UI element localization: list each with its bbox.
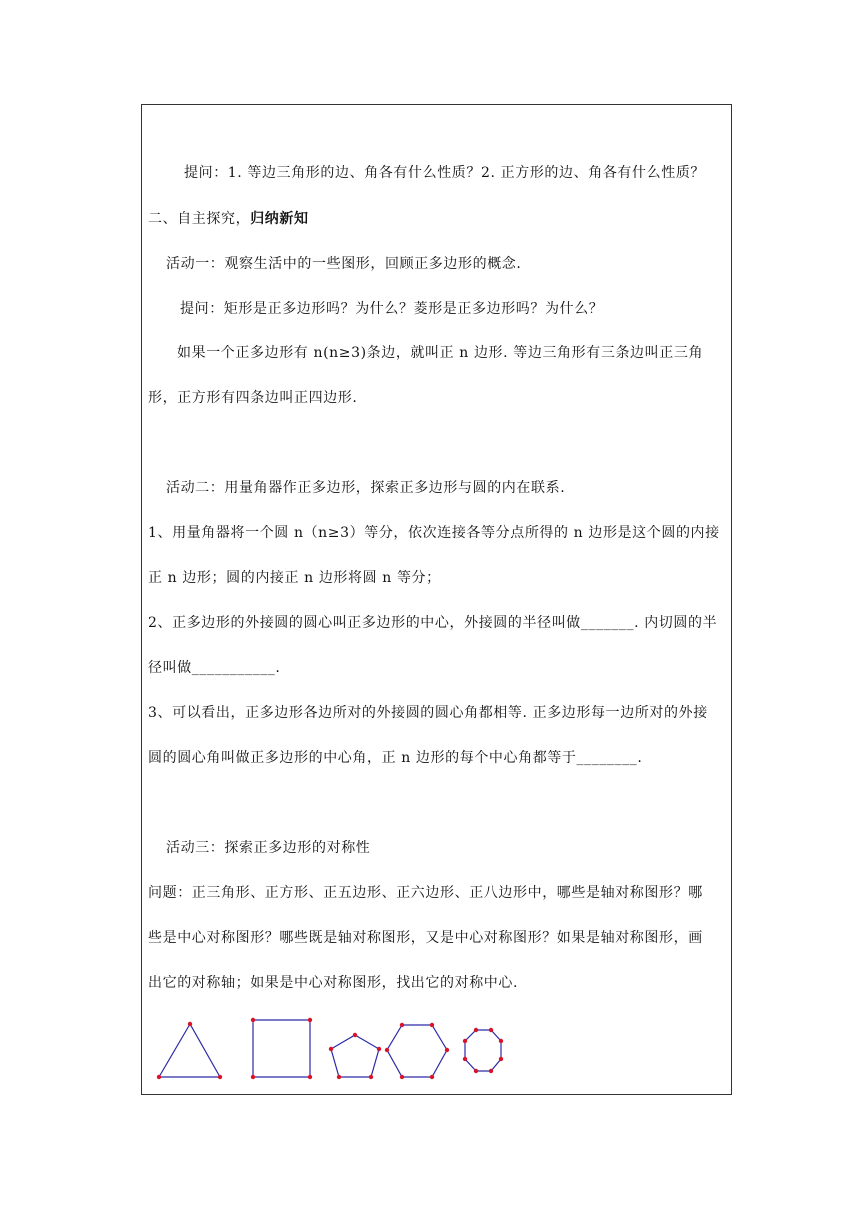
- pentagon-shape: [329, 1033, 381, 1079]
- question-1: 提问：1. 等边三角形的边、角各有什么性质？2. 正方形的边、角各有什么性质？: [184, 165, 706, 181]
- section-2-heading: [148, 209, 309, 229]
- activity-2: 活动二：用量角器作正多边形，探索正多边形与圆的内在联系.: [166, 480, 566, 496]
- problem-line-1: 问题：正三角形、正方形、正五边形、正六边形、正八边形中，哪些是轴对称图形？哪: [148, 885, 703, 901]
- octagon-shape: [463, 1028, 503, 1073]
- regular-polygons-figure: [150, 1015, 530, 1085]
- problem-line-2: 些是中心对称图形？哪些既是轴对称图形，又是中心对称图形？如果是轴对称图形，画: [148, 930, 703, 946]
- definition-line-1: 如果一个正多边形有 n(n≥3)条边，就叫正 n 边形. 等边三角形有三条边叫正三角: [177, 345, 704, 361]
- section-2-bold: 归纳新知: [250, 211, 309, 227]
- point-3-line-1: 3、可以看出，正多边形各边所对的外接圆的圆心角都相等. 正多边形每一边所对的外接: [148, 705, 708, 721]
- section-2-prefix: 二、自主探究，: [148, 211, 251, 227]
- activity-1: 活动一：观察生活中的一些图形，回顾正多边形的概念.: [166, 256, 522, 272]
- problem-line-3: 出它的对称轴；如果是中心对称图形，找出它的对称中心.: [148, 975, 519, 991]
- triangle-shape: [157, 1022, 222, 1079]
- hexagon-shape: [385, 1023, 449, 1079]
- point-2-line-1: 2、正多边形的外接圆的圆心叫正多边形的中心，外接圆的半径叫做_______. 内切圆的半: [148, 615, 718, 631]
- activity-1-question: 提问：矩形是正多边形吗？为什么？菱形是正多边形吗？为什么？: [180, 301, 604, 317]
- activity-3: 活动三：探索正多边形的对称性: [166, 840, 371, 856]
- point-2-line-2: 径叫做___________.: [148, 660, 281, 676]
- point-1-line-1: 1、用量角器将一个圆 n（n≥3）等分，依次连接各等分点所得的 n 边形是这个圆的内接: [148, 525, 720, 541]
- definition-line-2: 形，正方形有四条边叫正四边形.: [148, 390, 358, 406]
- point-3-line-2: 圆的圆心角叫做正多边形的中心角，正 n 边形的每个中心角都等于________.: [148, 750, 643, 766]
- point-1-line-2: 正 n 边形；圆的内接正 n 边形将圆 n 等分；: [148, 570, 441, 586]
- square-shape: [251, 1018, 312, 1079]
